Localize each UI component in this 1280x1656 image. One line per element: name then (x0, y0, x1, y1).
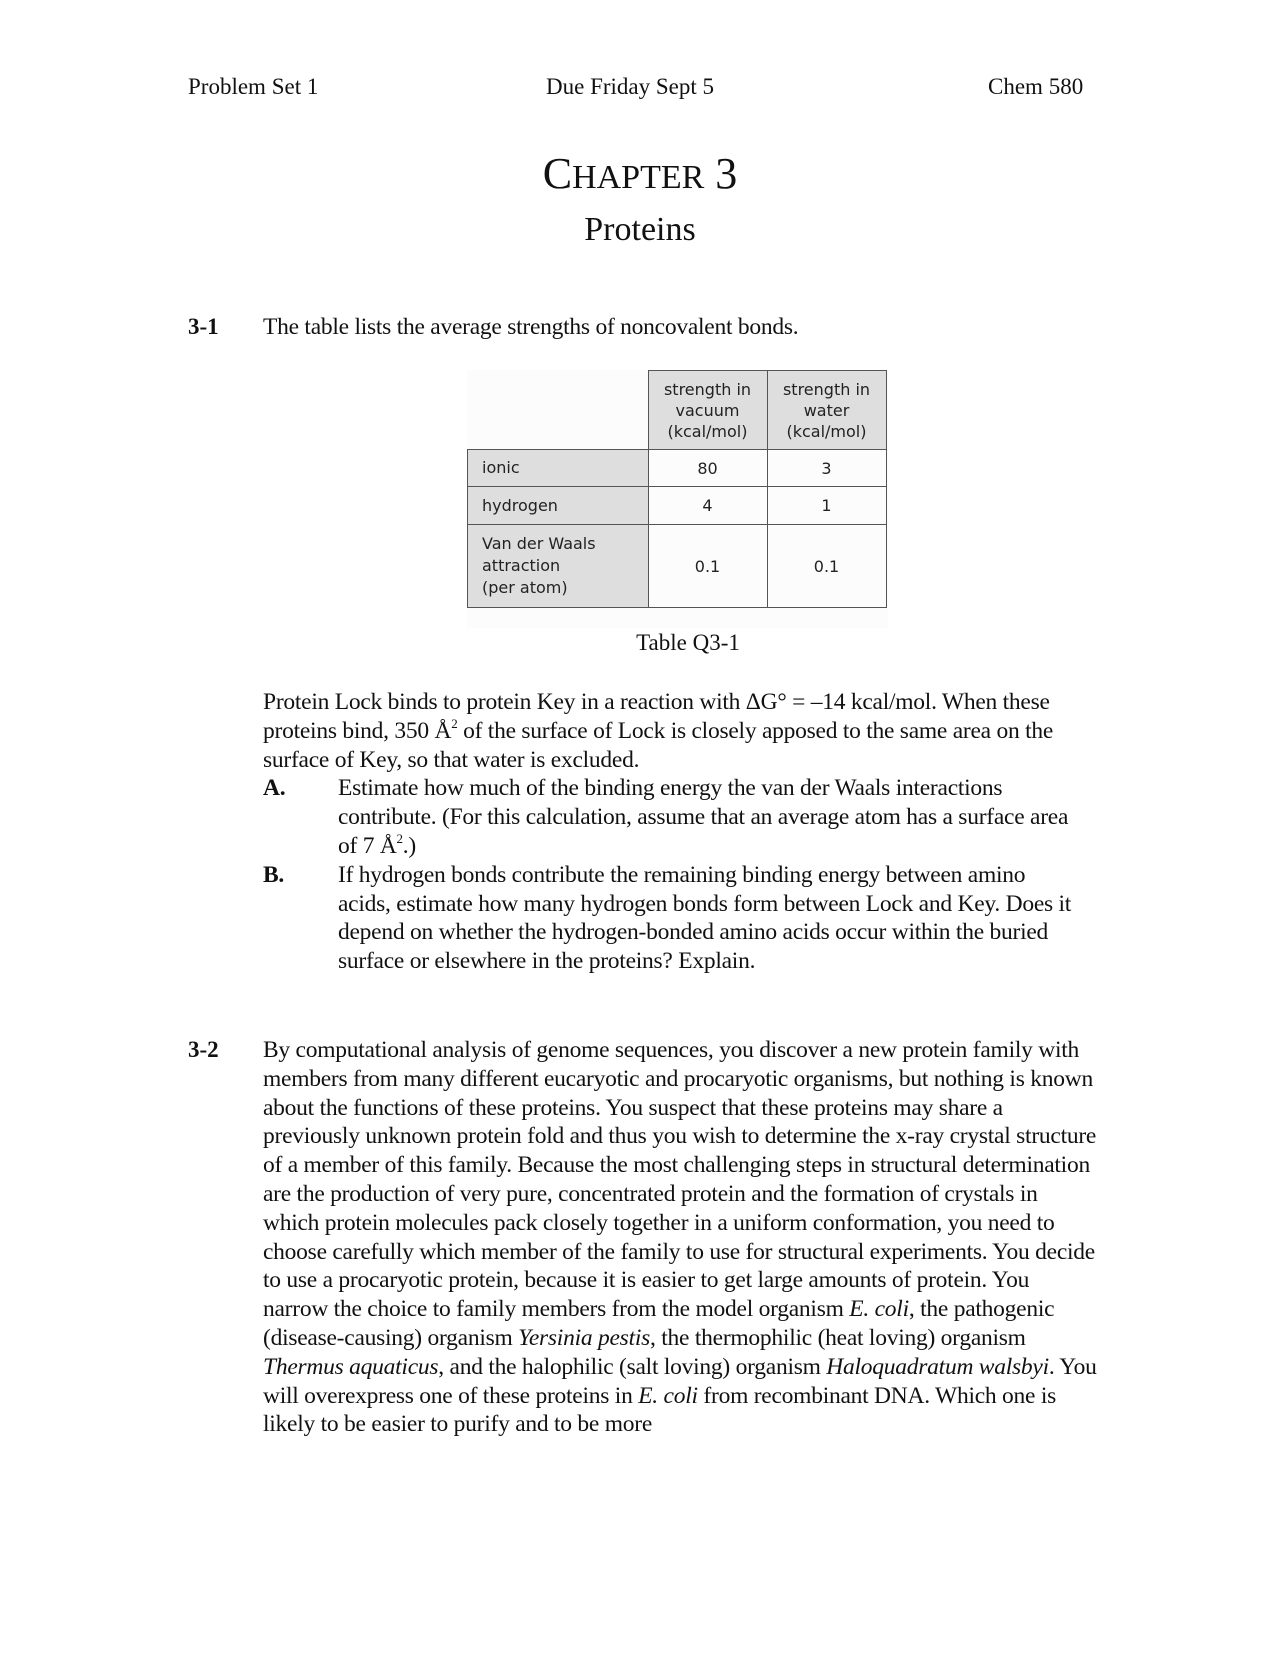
cell-hydrogen-vacuum: 4 (648, 487, 767, 525)
chapter-title (0, 149, 1280, 198)
row-label-hydrogen: hydrogen (468, 487, 649, 525)
row-label-ionic: ionic (468, 450, 649, 487)
header-left: Problem Set 1 (188, 74, 319, 99)
header-right: Chem 580 (988, 74, 1084, 99)
cell-ionic-vacuum: 80 (648, 450, 767, 487)
question-3-1-intro: The table lists the average strengths of noncovalent bonds. (263, 314, 799, 340)
table-header-vacuum: strength in vacuum (kcal/mol) (648, 371, 767, 450)
part-b-label: B. (263, 861, 285, 888)
table-caption: Table Q3-1 (636, 630, 740, 655)
chapter-number: 3 (715, 149, 738, 198)
bond-strength-table-image (467, 370, 888, 628)
question-3-2-body: By computational analysis of genome sequences, you discover a new protein family with members from many different eucaryotic and procaryotic organisms, but nothing is known about the functions of these proteins. You suspect that these proteins may share a previously unknown protein fold and thus you wish to determine the x-ray crystal structure of a member of this family. Because the most challenging steps in structural determination are the production of very pure, concentrated protein and the formation of crystals in which protein molecules pack closely together in a uniform conformation, you need to choose carefully which member of the family to use for structural experiments. You decide to use a procaryotic protein, because it is easier to get large amounts of protein. You narrow the choice to family members from the model organism E. coli, the pathogenic (disease-causing) organism Yersinia pestis, the thermophilic (heat loving) organism Thermus aquaticus, and the halophilic (salt loving) organism Haloquadratum walsbyi. You will overexpress one of these proteins in E. coli from recombinant DNA. Which one is likely to be easier to purify and to be more (263, 1037, 1097, 1438)
bond-strength-table (467, 370, 887, 608)
row-label-van-der-waals: Van der Waals attraction (per atom) (468, 525, 649, 608)
chapter-initial: C (542, 149, 573, 198)
header-center: Due Friday Sept 5 (546, 74, 715, 99)
cell-ionic-water: 3 (767, 450, 886, 487)
table-row (468, 487, 887, 525)
table-header-water: strength in water (kcal/mol) (767, 371, 886, 450)
table-header-blank (468, 371, 649, 450)
question-3-1-body (263, 688, 1083, 976)
cell-hydrogen-water: 1 (767, 487, 886, 525)
question-3-1-stem: Protein Lock binds to protein Key in a reaction with ΔG° = –14 kcal/mol. When these proteins bind, 350 $Å^2$ of the surface of Lock is closely apposed to the same area on the surface of Key, so that water is excluded. (263, 689, 1054, 773)
table-row (468, 450, 887, 487)
question-number-3-1: 3-1 (188, 314, 219, 339)
table-row (468, 525, 887, 608)
chapter-subtitle: Proteins (584, 211, 696, 248)
cell-vdw-vacuum: 0.1 (648, 525, 767, 608)
table-header-row (468, 371, 887, 450)
cell-vdw-water: 0.1 (767, 525, 886, 608)
part-a: A. Estimate how much of the binding energy the van der Waals interactions contribute. (For this calculation, assume that an average atom has a surface area of 7 $Å^2$.) (263, 775, 1069, 859)
chapter-word: HAPTER (572, 159, 705, 196)
question-number-3-2: 3-2 (188, 1037, 219, 1062)
part-a-label: A. (263, 775, 286, 802)
part-b: B. If hydrogen bonds contribute the remaining binding energy between amino acids, estimate how many hydrogen bonds form between Lock and Key. Does it depend on whether the hydrogen-bonded amino acids occur within the buried surface or elsewhere in the proteins? Explain. (263, 861, 1072, 975)
